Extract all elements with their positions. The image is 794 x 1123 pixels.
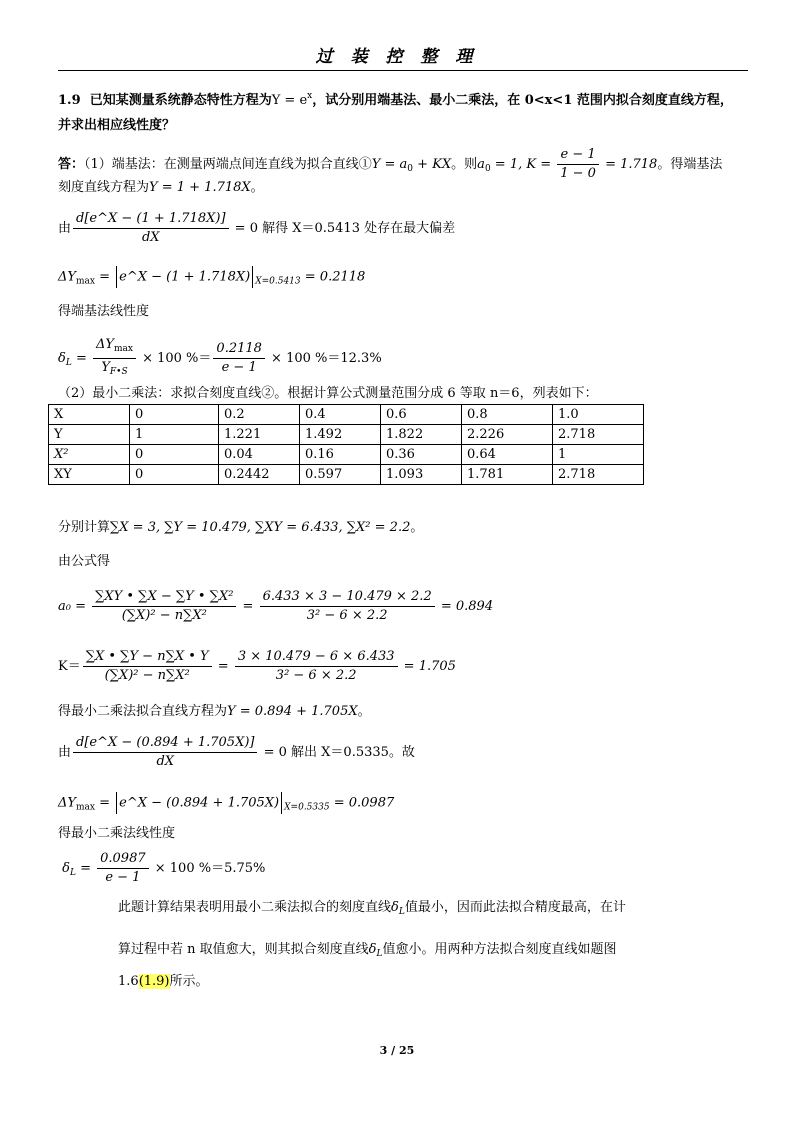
answer-label: 答： bbox=[58, 157, 85, 172]
dymax1-symbol: ΔY bbox=[58, 269, 76, 285]
part1-intro: （1）端基法：在测量两端点间连直线为拟合直线① bbox=[84, 157, 372, 172]
table-row bbox=[49, 445, 644, 465]
part1-line2-text: 刻度直线方程为 bbox=[58, 180, 150, 195]
k-formula: K＝ $\frac{\sum X • \sum Y - n\sum X • Y}{\text{(∑X)² − n∑X²}}$ = $\frac{3 \times 10.479 - 6 \times 6.433}{\text{3² − 6 × 2.2}}$ = 1.705 bbox=[58, 649, 456, 683]
ls-line bbox=[58, 702, 371, 722]
k-fraction-symbolic bbox=[83, 648, 212, 685]
part1-linearity-label: 得端基法线性度 bbox=[58, 304, 150, 319]
lin1-num2: 0.2118 bbox=[213, 340, 265, 359]
part1-line2 bbox=[58, 178, 264, 198]
table-cell: 0 bbox=[130, 445, 219, 465]
deriv2-tail: = 0 解出 X＝0.5335。故 bbox=[259, 745, 415, 760]
lin1-mid: × 100 %＝ bbox=[137, 351, 212, 366]
a0-fraction-symbolic bbox=[92, 588, 236, 625]
table-cell: X bbox=[49, 405, 130, 425]
deriv2-fraction bbox=[73, 734, 257, 771]
table-cell: 0.36 bbox=[381, 445, 462, 465]
table-row bbox=[49, 425, 644, 445]
a0-val: = 0.894 bbox=[436, 599, 494, 614]
k-den: (∑X)² − n∑X² bbox=[104, 668, 190, 683]
a0-fraction-numeric bbox=[260, 588, 435, 625]
problem-text-a: 已知某测量系统静态特性方程为 bbox=[89, 93, 272, 108]
ls-line-label: 得最小二乘法拟合直线方程为 bbox=[58, 704, 228, 719]
dymax1-abs: e^X − (1 + 1.718X) bbox=[119, 269, 251, 285]
lin1-num1: ΔY bbox=[95, 337, 114, 352]
header-rule bbox=[58, 70, 748, 71]
table-cell: 1 bbox=[130, 425, 219, 445]
table-cell: 1.822 bbox=[381, 425, 462, 445]
conclusion-line-2: 算过程中若 n 取值愈大，则其拟合刻度直线$\delta_L$值愈小。用两种方法拟合刻度直线如题图 bbox=[118, 942, 617, 959]
deriv1-prefix: 由 bbox=[58, 221, 72, 236]
table-row bbox=[49, 405, 644, 425]
part2-intro: （2）最小二乘法：求拟合刻度直线②。根据计算公式测量范围分成 6 等取 n＝6，列表如下： bbox=[58, 386, 598, 401]
deriv2-num: d[e^X − (0.894 + 1.705X)] bbox=[73, 734, 257, 753]
lin1-den1: Y bbox=[101, 360, 110, 375]
table-cell: 0 bbox=[130, 405, 219, 425]
deriv2-den: dX bbox=[156, 754, 175, 769]
table-cell: 2.226 bbox=[462, 425, 553, 445]
table-cell: 1.093 bbox=[381, 465, 462, 485]
lin2-num: 0.0987 bbox=[97, 850, 149, 869]
page-number: 3 / 25 bbox=[379, 1044, 415, 1057]
table-cell: 2.718 bbox=[553, 465, 644, 485]
a0-num2: 6.433 × 3 − 10.479 × 2.2 bbox=[260, 588, 435, 607]
conclusion-line-3: 1.6(1.9)所示。 bbox=[118, 974, 209, 989]
lin1-end: × 100 %＝12.3% bbox=[266, 351, 382, 366]
k-num2: 3 × 10.479 − 6 × 6.433 bbox=[235, 648, 398, 667]
k-val: = 1.705 bbox=[399, 659, 456, 674]
part1-line2-end: 。 bbox=[250, 180, 264, 195]
table-cell: 1.492 bbox=[300, 425, 381, 445]
k-fraction-numeric bbox=[235, 648, 398, 685]
table-cell: 0.2 bbox=[219, 405, 300, 425]
table-cell: 0.2442 bbox=[219, 465, 300, 485]
table-row bbox=[49, 465, 644, 485]
part1-k-den: 1 − 0 bbox=[560, 166, 596, 181]
table-cell: 0.64 bbox=[462, 445, 553, 465]
problem-text-b: ，试分别用端基法、最小二乘法，在 0<x<1 范围内拟合刻度直线方程， bbox=[312, 93, 733, 108]
data-table bbox=[48, 404, 644, 485]
table-cell: 1.781 bbox=[462, 465, 553, 485]
sums-values: ∑X = 3, ∑Y = 10.479, ∑XY = 6.433, ∑X² = 2.2 bbox=[110, 520, 411, 535]
conclusion-line-1: 此题计算结果表明用最小二乘法拟合的刻度直线$\delta_L$值最小，因而此法拟合精度最高，在计 bbox=[118, 900, 626, 917]
dymax2-symbol: ΔY bbox=[58, 795, 76, 811]
deriv1-fraction bbox=[73, 210, 229, 247]
part1-a0-val: = 1, K = bbox=[490, 157, 556, 172]
table-cell: 0.4 bbox=[300, 405, 381, 425]
table-cell: 0.04 bbox=[219, 445, 300, 465]
a0-den: (∑X)² − n∑X² bbox=[121, 608, 207, 623]
part1-k-num: e − 1 bbox=[557, 146, 599, 165]
sums-line bbox=[58, 518, 423, 538]
part2-derivative-line bbox=[58, 734, 415, 771]
lin1-fraction-1: $\frac{\Delta Y_{max}}{Y_{F•S}}$ bbox=[93, 336, 136, 381]
a0-formula: a₀ = $\frac{\text{∑XY • ∑X − ∑Y • ∑X²}}{\text{(∑X)² − n∑X²}}$ = $\frac{6.433 \times 3 - 10.479 \times 2.2}{\text{3² − 6 × 2.2}}$ = 0.894 bbox=[58, 589, 494, 623]
delta-l-symbol: δ bbox=[58, 351, 66, 366]
part1-derivative-line bbox=[58, 210, 455, 247]
lin2-den: e − 1 bbox=[105, 870, 141, 885]
table-cell: Y bbox=[49, 425, 130, 445]
lin2-fraction bbox=[97, 850, 149, 887]
table-cell: 0 bbox=[130, 465, 219, 485]
ls-line-eq: Y = 0.894 + 1.705X bbox=[227, 704, 358, 719]
delta-l-sub: L bbox=[65, 358, 72, 368]
formula-label: 由公式得 bbox=[58, 554, 111, 569]
part1-eq-tail: + KX bbox=[413, 157, 452, 172]
problem-eq-sup: x bbox=[307, 91, 313, 101]
part1-end: 。得端基法 bbox=[657, 157, 723, 172]
part1-eq: Y = a bbox=[371, 157, 408, 172]
part1-dymax-line bbox=[58, 266, 365, 292]
dymax1-val: = 0.2118 bbox=[300, 269, 366, 285]
part2-linearity-formula: $\delta_L$ = $\frac{0.0987}{e - 1}$ × 100 %＝5.75% bbox=[62, 851, 266, 885]
deriv1-tail: = 0 解得 X＝0.5413 处存在最大偏差 bbox=[230, 221, 456, 236]
answer-part1-line: 答：（1）端基法：在测量两端点间连直线为拟合直线①Y = $a_0$ + KX。则$a_0 = 1$, K = $\frac{e - 1}{1 - 0}$ = 1.718。得端基法 bbox=[58, 147, 723, 181]
lin1-den2: e − 1 bbox=[221, 360, 257, 375]
dymax2-abs: e^X − (0.894 + 1.705X) bbox=[119, 795, 280, 811]
part1-k-fraction bbox=[557, 146, 599, 183]
part2-linearity-label: 得最小二乘法线性度 bbox=[58, 826, 176, 841]
part1-then: 。则 bbox=[451, 157, 478, 172]
sums-end: 。 bbox=[410, 520, 424, 535]
table-cell: 1 bbox=[553, 445, 644, 465]
sums-label: 分别计算 bbox=[58, 520, 111, 535]
lin1-fraction-2 bbox=[213, 340, 265, 377]
table-cell: 0.597 bbox=[300, 465, 381, 485]
ls-line-end: 。 bbox=[357, 704, 371, 719]
deriv2-prefix: 由 bbox=[58, 745, 72, 760]
part2-dymax-line: $\Delta Y_{max}$ = e^X − (0.894 + 1.705X) $_{X=0.5335}$ = 0.0987 bbox=[58, 792, 394, 818]
dymax2-at: X=0.5335 bbox=[284, 802, 330, 813]
k-den2: 3² − 6 × 2.2 bbox=[275, 668, 357, 683]
table-cell: 2.718 bbox=[553, 425, 644, 445]
part1-k-val: = 1.718 bbox=[600, 157, 658, 172]
table-cell: 0.16 bbox=[300, 445, 381, 465]
table-cell: 1.0 bbox=[553, 405, 644, 425]
part1-a0: a bbox=[477, 157, 485, 172]
table-cell: X² bbox=[49, 445, 130, 465]
a0-num: ∑XY • ∑X − ∑Y • ∑X² bbox=[92, 588, 236, 607]
dymax1-at: X=0.5413 bbox=[255, 276, 301, 287]
deriv1-num: d[e^X − (1 + 1.718X)] bbox=[73, 210, 229, 229]
highlighted-ref: (1.9) bbox=[138, 974, 170, 989]
k-lhs: K＝ bbox=[58, 659, 81, 674]
problem-line-2: 并求出相应线性度？ bbox=[58, 118, 176, 133]
problem-eq: Y = e bbox=[271, 93, 308, 108]
lin2-end: × 100 %＝5.75% bbox=[150, 861, 266, 876]
table-cell: 1.221 bbox=[219, 425, 300, 445]
table-cell: 0.6 bbox=[381, 405, 462, 425]
a0-den2: 3² − 6 × 2.2 bbox=[306, 608, 388, 623]
problem-number: 1.9 bbox=[58, 93, 81, 108]
deriv1-den: dX bbox=[141, 230, 160, 245]
part1-line2-eq: Y = 1 + 1.718X bbox=[149, 180, 251, 195]
table-cell: 0.8 bbox=[462, 405, 553, 425]
dymax1-eq: = bbox=[94, 269, 115, 285]
table-cell: XY bbox=[49, 465, 130, 485]
problem-line-1 bbox=[58, 86, 733, 111]
page-header-title: 过 装 控 整 理 bbox=[315, 47, 479, 67]
dymax2-sub: max bbox=[75, 802, 95, 813]
dymax1-sub: max bbox=[75, 276, 95, 287]
dymax2-val: = 0.0987 bbox=[329, 795, 395, 811]
part1-linearity-formula: $\delta_L$ = $\frac{\Delta Y_{max}}{Y_{F•S}}$ × 100 %＝ $\frac{0.2118}{e - 1}$ × 100 %＝12.3% bbox=[58, 336, 382, 381]
a0-lhs: a₀ = bbox=[58, 599, 91, 614]
k-num: ∑X • ∑Y − n∑X • Y bbox=[83, 648, 212, 667]
